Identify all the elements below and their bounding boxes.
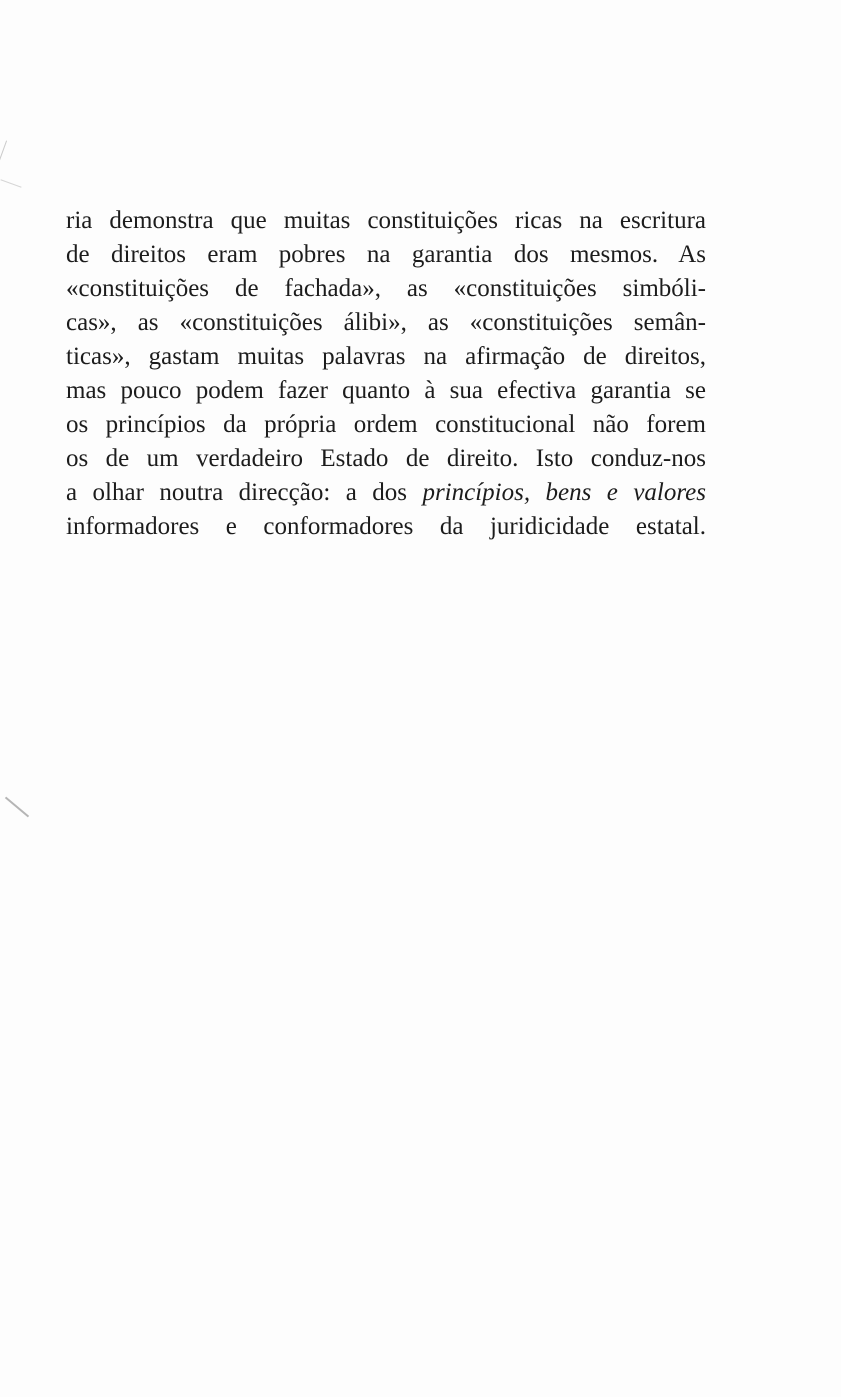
italic-emphasis: princípios, bens e valores xyxy=(422,479,707,506)
text-line: informadores e conformadores da juridicidade estatal. xyxy=(66,513,706,540)
body-paragraph xyxy=(66,204,706,544)
text-line xyxy=(66,476,706,510)
text-line: ticas», gastam muitas palavras na afirmação de direitos, xyxy=(66,343,706,370)
scan-artifact-mark xyxy=(5,797,29,818)
text-line: «constituições de fachada», as «constituições simbóli- xyxy=(66,275,706,302)
text-line: os de um verdadeiro Estado de direito. Isto conduz-nos xyxy=(66,445,706,472)
text-line: mas pouco podem fazer quanto à sua efectiva garantia se xyxy=(66,377,706,404)
text-line: os princípios da própria ordem constitucional não forem xyxy=(66,411,706,438)
scan-artifact-mark xyxy=(0,141,7,164)
text-segment: a olhar noutra direcção: a dos xyxy=(66,479,423,506)
text-line: cas», as «constituições álibi», as «constituições semân- xyxy=(66,309,706,336)
text-line: de direitos eram pobres na garantia dos mesmos. As xyxy=(66,241,706,268)
text-line: ria demonstra que muitas constituições ricas na escritura xyxy=(66,207,706,234)
scan-artifact-mark xyxy=(0,179,21,187)
